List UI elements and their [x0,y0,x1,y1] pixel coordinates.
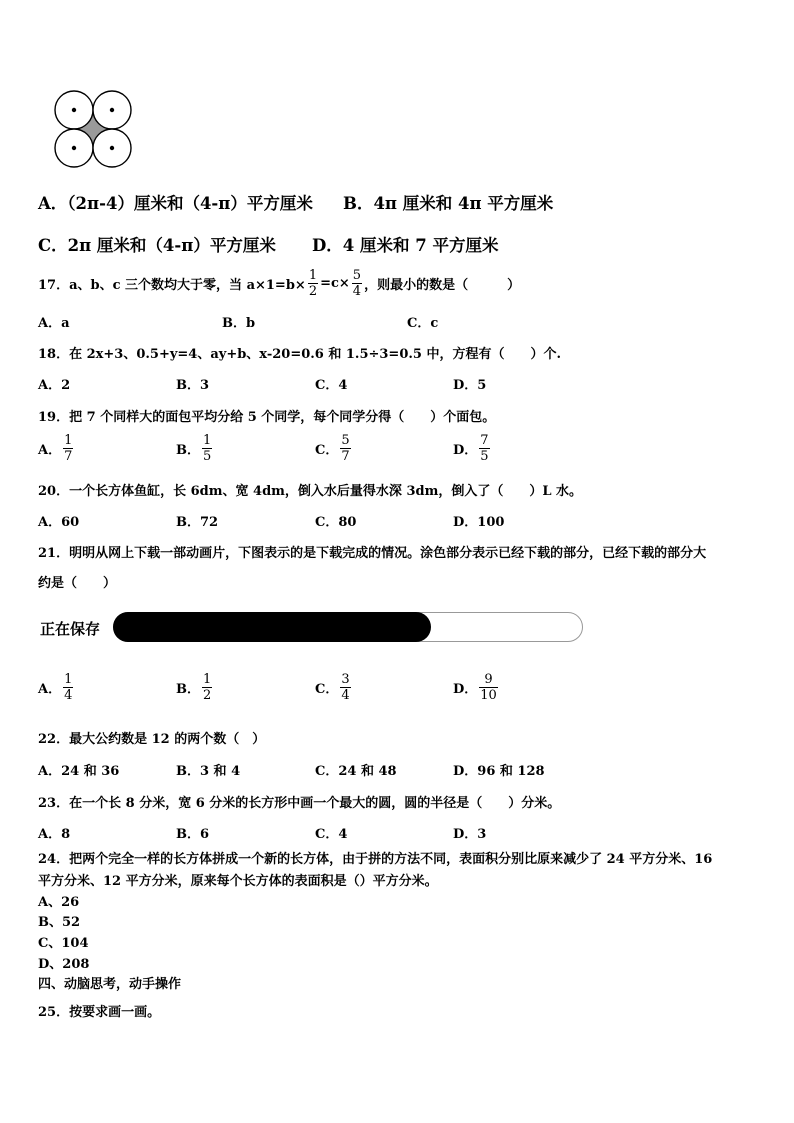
q22-option-b[interactable]: B．3 和 4 [176,764,241,779]
q23-option-c[interactable]: C．4 [315,827,348,842]
q16-option-c[interactable]: C．2π 厘米和（4-π）平方厘米 [38,236,276,255]
q18-option-a[interactable]: A．2 [38,378,71,393]
q21-option-a[interactable]: A． $\frac{1}{4}$ [38,672,73,703]
q20-option-b[interactable]: B．72 [176,515,219,530]
progress-label: 正在保存 [40,620,101,638]
q20-option-c[interactable]: C．80 [315,515,357,530]
q24-option-c[interactable]: C、104 [38,936,89,951]
q18-option-d[interactable]: D．5 [453,378,487,393]
q18-option-b[interactable]: B．3 [176,378,210,393]
q17-stem [38,266,520,300]
q24-stem-line2: 平方分米、12 平方分米，原来每个长方体的表面积是（）平方分米。 [38,874,438,889]
q16-option-b[interactable]: B．4π 厘米和 4π 平方厘米 [343,194,554,213]
q22-option-a[interactable]: A．24 和 36 [38,764,120,779]
q17-option-b[interactable]: B．b [222,316,256,331]
q25-stem: 25．按要求画一画。 [38,1005,161,1020]
progress-bar-fill [113,612,431,642]
q17-text-post: ，则最小的数是（ ） [364,277,521,293]
four-circles-figure [50,90,136,170]
q21-option-c[interactable]: C． $\frac{3}{4}$ [315,672,350,703]
q23-option-b[interactable]: B．6 [176,827,210,842]
q23-option-d[interactable]: D．3 [453,827,487,842]
q19-option-a[interactable]: A． $\frac{1}{7}$ [38,433,73,464]
q20-option-d[interactable]: D．100 [453,515,505,530]
q17-option-a[interactable]: A．a [38,316,70,331]
q24-option-d[interactable]: D、208 [38,957,90,972]
q19-option-d[interactable]: D． $\frac{7}{5}$ [453,433,489,464]
q16-option-a[interactable]: A．（2π-4）厘米和（4-π）平方厘米 [38,194,313,213]
q19-option-c[interactable]: C． $\frac{5}{7}$ [315,433,350,464]
q23-option-a[interactable]: A．8 [38,827,71,842]
q21-option-b[interactable]: B． $\frac{1}{2}$ [176,672,212,703]
q17-text-mid: =c× [320,275,350,291]
q21-option-d[interactable]: D． $\frac{9}{10}$ [453,672,497,703]
q19-stem: 19．把 7 个同样大的面包平均分给 5 个同学，每个同学分得（ ）个面包。 [38,410,496,425]
q22-stem: 22．最大公约数是 12 的两个数（ ） [38,732,266,747]
q22-option-c[interactable]: C．24 和 48 [315,764,397,779]
q23-stem: 23．在一个长 8 分米，宽 6 分米的长方形中画一个最大的圆，圆的半径是（ ）分米。 [38,796,561,811]
q20-option-a[interactable]: A．60 [38,515,80,530]
q24-option-b[interactable]: B、52 [38,915,81,930]
q18-option-c[interactable]: C．4 [315,378,348,393]
q17-option-c[interactable]: C．c [407,316,439,331]
q20-stem: 20．一个长方体鱼缸，长 6dm、宽 4dm，倒入水后量得水深 3dm，倒入了（ ）L 水。 [38,484,583,499]
q19-option-b[interactable]: B． $\frac{1}{5}$ [176,433,212,464]
q17-text-pre: 17．a、b、c 三个数均大于零，当 a×1=b× [38,277,306,293]
section-heading: 四、动脑思考，动手操作 [38,977,182,992]
progress-bar-track [113,612,583,642]
q17-fraction-2: $\frac{5}{4}$ [352,267,362,299]
q22-option-d[interactable]: D．96 和 128 [453,764,545,779]
q24-stem-line1: 24．把两个完全一样的长方体拼成一个新的长方体，由于拼的方法不同，表面积分别比原来减少了 24 平方分米、16 [38,852,713,867]
q18-stem: 18．在 2x+3、0.5+y=4、ay+b、x-20=0.6 和 1.5÷3=0.5 中，方程有（ ）个. [38,347,561,362]
q21-stem-line1: 21．明明从网上下载一部动画片，下图表示的是下载完成的情况。涂色部分表示已经下载的部分，已经下载的部分大 [38,546,707,561]
q21-stem-line2: 约是（ ） [38,576,117,591]
q24-option-a[interactable]: A、26 [38,895,80,910]
q16-option-d[interactable]: D．4 厘米和 7 平方厘米 [312,236,499,255]
q17-fraction-1: $\frac{1}{2}$ [308,267,318,299]
